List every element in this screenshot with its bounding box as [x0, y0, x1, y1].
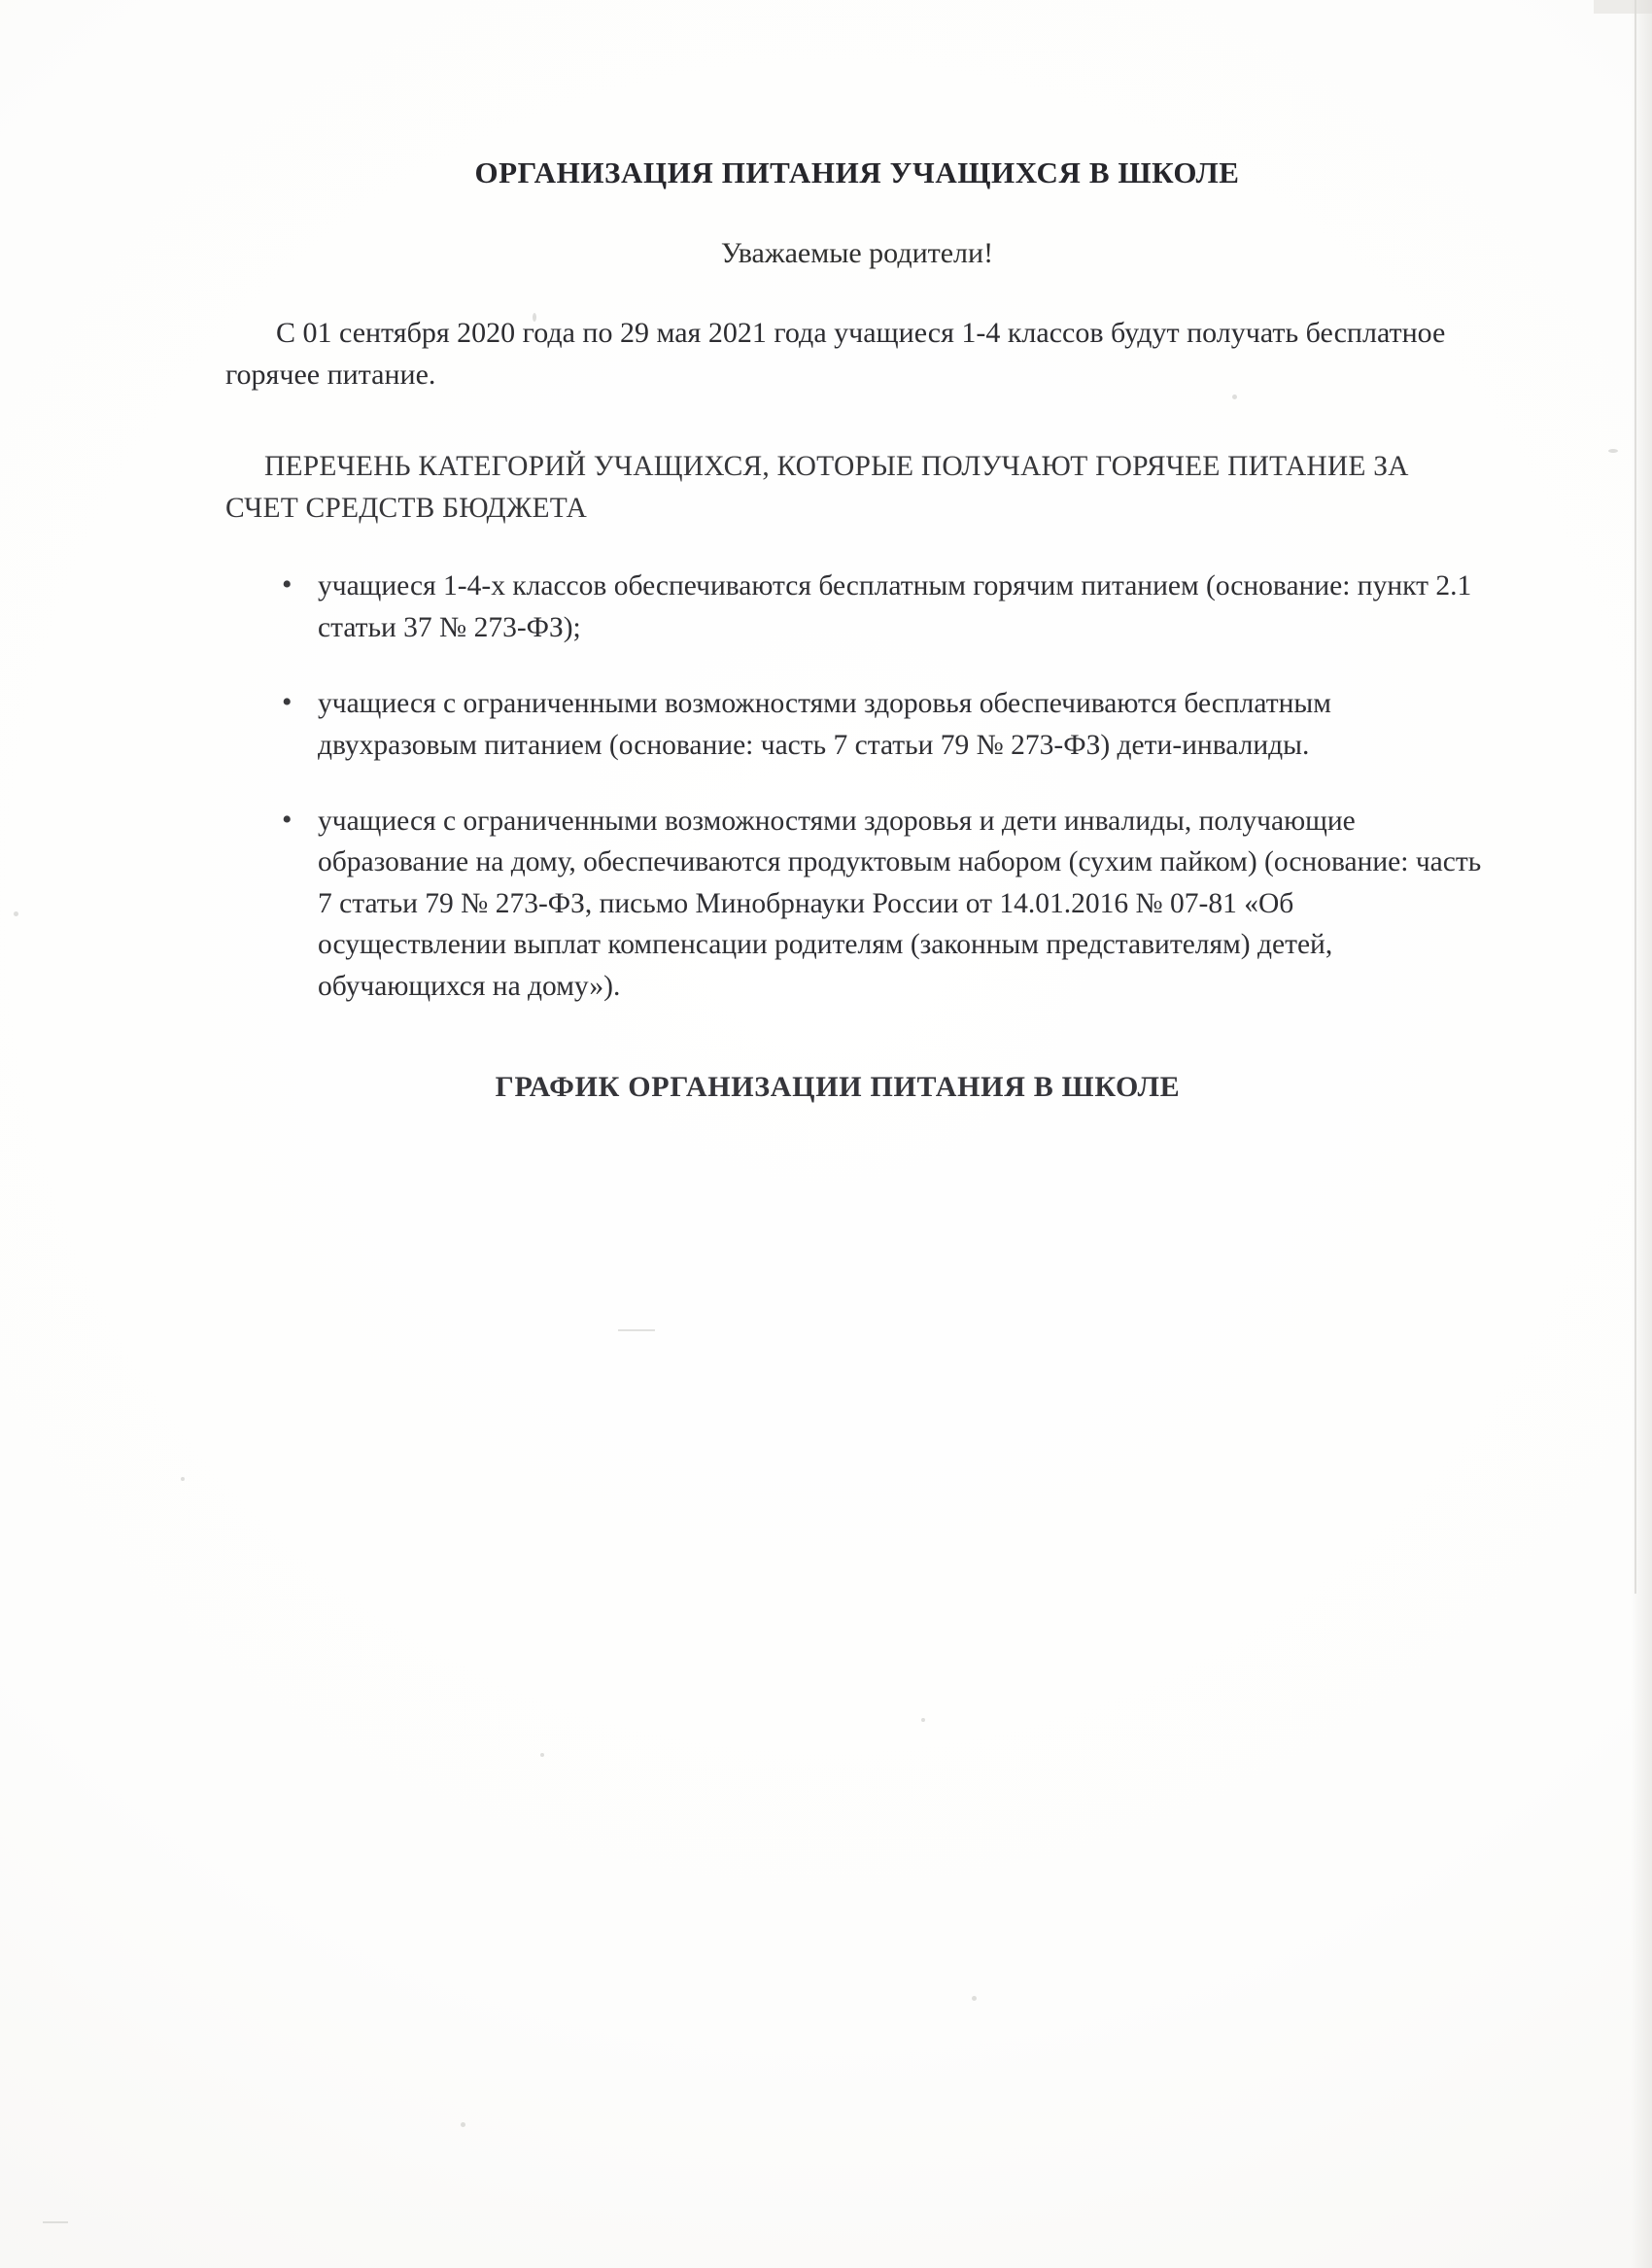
intro-paragraph: С 01 сентября 2020 года по 29 мая 2021 года учащиеся 1-4 классов будут получать бесплатное горячее питание. — [225, 317, 1446, 391]
schedule-heading: ГРАФИК ОРГАНИЗАЦИИ ПИТАНИЯ В ШКОЛЕ — [495, 1071, 1181, 1104]
scan-hairline — [618, 1329, 655, 1331]
scan-speck — [461, 2122, 465, 2127]
categories-list — [225, 529, 1489, 1007]
scan-speck — [921, 1718, 925, 1722]
scan-speck — [181, 1477, 185, 1481]
page-title: ОРГАНИЗАЦИЯ ПИТАНИЯ УЧАЩИХСЯ В ШКОЛЕ — [474, 155, 1240, 189]
list-item: • учащиеся 1-4-х классов обеспечиваются бесплатным горячим питанием (основание: пункт 2.1 статьи 37 № 273-ФЗ); — [225, 566, 1489, 648]
scan-speck — [972, 1996, 977, 2001]
greeting-line: Уважаемые родители! — [720, 237, 994, 269]
list-item: • учащиеся с ограниченными возможностями здоровья и дети инвалиды, получающие образование на дому, обеспечиваются продуктовым набором (сухим пайком) (основание: часть 7 статьи 79 № 273-ФЗ, письмо Минобрнауки России от 14.01.2016 № 07-81 «Об осуществлении выплат компенсации родителям (законным представителям) детей, обучающихся на дому»). — [225, 801, 1489, 1007]
document-body — [225, 0, 1489, 1104]
scan-top-artifact — [1594, 0, 1652, 14]
scan-speck — [540, 1753, 544, 1757]
scan-hairline — [43, 2221, 68, 2223]
scan-speck — [1608, 449, 1618, 453]
scan-edge-line — [1635, 0, 1636, 1594]
section-heading: ПЕРЕЧЕНЬ КАТЕГОРИЙ УЧАЩИХСЯ, КОТОРЫЕ ПОЛУЧАЮТ ГОРЯЧЕЕ ПИТАНИЕ ЗА СЧЕТ СРЕДСТВ БЮДЖЕТА — [225, 451, 1409, 524]
scan-speck — [14, 911, 18, 916]
list-item: • учащиеся с ограниченными возможностями здоровья обеспечиваются бесплатным двухразовым питанием (основание: часть 7 статьи 79 № 273-ФЗ) дети-инвалиды. — [225, 683, 1489, 766]
